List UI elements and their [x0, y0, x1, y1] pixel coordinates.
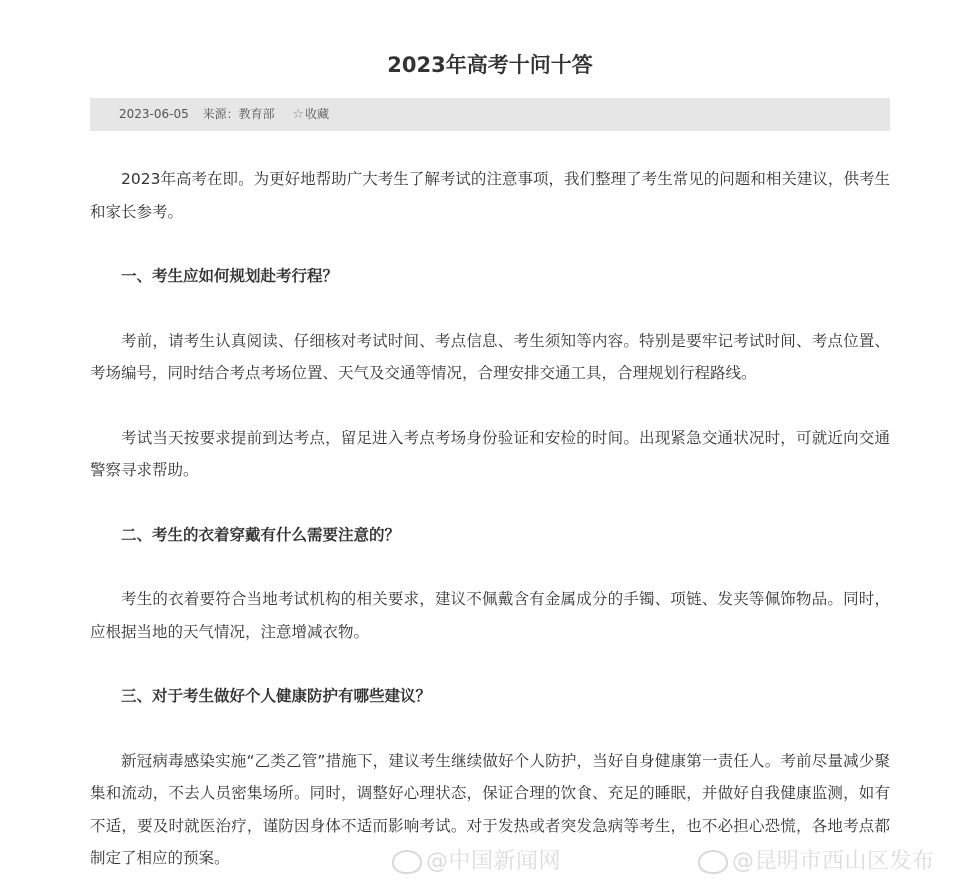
article-body [90, 163, 890, 875]
watermark-xishan [698, 844, 935, 875]
publish-date: 2023-06-05 [119, 107, 189, 121]
section-1-paragraph-1: 考前，请考生认真阅读、仔细核对考试时间、考点信息、考生须知等内容。特别是要牢记考试时间、考点位置、考场编号，同时结合考点考场位置、天气及交通等情况，合理安排交通工具，合理规划行程路线。 [90, 331, 890, 382]
watermark-text: @昆明市西山区发布 [732, 849, 935, 874]
article-meta-bar [90, 98, 890, 131]
intro-paragraph: 2023年高考在即。为更好地帮助广大考生了解考试的注意事项，我们整理了考生常见的问题和相关建议，供考生和家长参考。 [90, 170, 890, 221]
weibo-icon [392, 850, 422, 874]
section-heading-1: 一、考生应如何规划赴考行程？ [121, 267, 339, 285]
article-source: 来源：教育部 [202, 107, 275, 121]
section-2-paragraph-1: 考生的衣着要符合当地考试机构的相关要求，建议不佩戴含有金属成分的手镯、项链、发夹等佩饰物品。同时，应根据当地的天气情况，注意增减衣物。 [90, 590, 890, 641]
section-3-paragraph-1: 新冠病毒感染实施“乙类乙管”措施下，建议考生继续做好个人防护，当好自身健康第一责任人。考前尽量减少聚集和流动，不去人员密集场所。同时，调整好心理状态，保证合理的饮食、充足的睡眠，并做好自我健康监测，如有不适，要及时就医治疗，谨防因身体不适而影响考试。对于发热或者突发急病等考生，也不必担心恐慌，各地考点都制定了相应的预案。 [90, 751, 890, 867]
favorite-label: 收藏 [305, 107, 330, 121]
favorite-button[interactable] [292, 98, 329, 131]
section-1-paragraph-2: 考试当天按要求提前到达考点，留足进入考点考场身份验证和安检的时间。出现紧急交通状况时，可就近向交通警察寻求帮助。 [90, 428, 890, 479]
watermark-chinanews [392, 844, 561, 875]
star-icon: ☆ [292, 107, 305, 122]
watermark-text: @中国新闻网 [426, 849, 562, 874]
weibo-icon [698, 850, 728, 874]
section-heading-3: 三、对于考生做好个人健康防护有哪些建议？ [121, 687, 432, 705]
section-heading-2: 二、考生的衣着穿戴有什么需要注意的？ [121, 525, 401, 544]
article-title: 2023年高考十问十答 [387, 53, 593, 77]
